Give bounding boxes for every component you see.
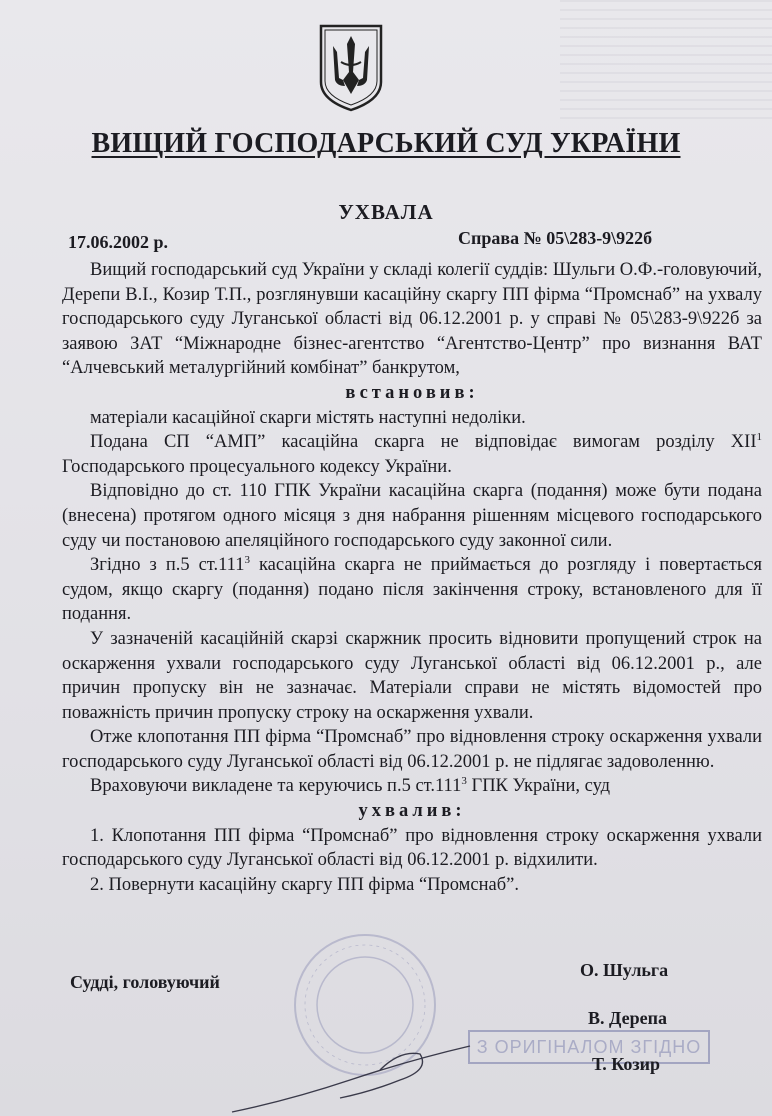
document-type: УХВАЛА: [338, 200, 434, 224]
paragraph-article-110: Відповідно до ст. 110 ГПК України касаційна скарга (подання) може бути подана (внесена) протягом одного місяця з дня набрання рішенням місцевого господарського суду чи постановою апеляційного господарського суду законної сили.: [62, 481, 762, 551]
judge-signature-2: В. Дерепа: [588, 1008, 667, 1028]
paragraph-text: Подана СП “АМП” касаційна скарга не відповідає вимогам розділу XII: [90, 432, 757, 453]
judge-signature-1: О. Шульга: [580, 960, 669, 980]
paragraph-considering: [62, 774, 762, 799]
paragraph-text: ГПК України, суд: [466, 776, 611, 797]
paragraph-motion-denied: Отже клопотання ПП фірма “Промснаб” про відновлення строку оскарження ухвали господарського суду Луганської області від 06.12.2001 р. не підлягає задоволенню.: [62, 727, 762, 772]
superscript: 3: [244, 554, 250, 567]
paragraph-text: Згідно з п.5 ст.111: [90, 555, 245, 576]
paragraph-text: Господарського процесуального кодексу України.: [62, 456, 452, 477]
superscript: 1: [756, 431, 762, 444]
judges-label: Судді, головуючий: [70, 972, 220, 992]
established-heading: встановив:: [345, 382, 479, 403]
trident-emblem-icon: [317, 22, 385, 112]
document-date: 17.06.2002 р.: [68, 232, 169, 252]
ruled-heading: ухвалив:: [358, 801, 466, 822]
ruling-item-1: 1. Клопотання ПП фірма “Промснаб” про відновлення строку оскарження ухвали господарського суду Луганської області від 06.12.2001 р. відхилити.: [62, 825, 762, 871]
court-name: ВИЩИЙ ГОСПОДАРСЬКИЙ СУД УКРАЇНИ: [91, 128, 681, 159]
ruling-item-2: 2. Повернути касаційну скаргу ПП фірма “Промснаб”.: [90, 874, 519, 895]
case-number: Справа № 05\283-9\922б: [458, 228, 653, 248]
paragraph-missed-term: У зазначеній касаційній скарзі скаржник просить відновити пропущений строк на оскарження ухвали господарського суду Луганської області від 06.12.2001 р., але причин пропуску він не зазначає. Матеріали справи не містять відомостей про поважність причин пропуску строку на оскарження ухвали.: [62, 628, 762, 723]
judge-signature-3: Т. Козир: [592, 1054, 660, 1074]
paragraph-article-111: [62, 553, 762, 627]
paragraph-defects: матеріали касаційної скарги містять наступні недоліки.: [90, 407, 526, 428]
certified-copy-stamp: З ОРИГІНАЛОМ ЗГІДНО: [468, 1030, 710, 1064]
bleed-through-text: [560, 0, 772, 120]
paragraph-text: Враховуючи викладене та керуючись п.5 ст.111: [90, 776, 462, 797]
superscript: 3: [461, 775, 467, 788]
document-body: [62, 258, 762, 897]
paragraph-text: касаційна скарга не приймається до розгляду і повертається судом, якщо скаргу (подання) подано після закінчення строку, встановленого для її подання.: [62, 555, 762, 625]
intro-paragraph: Вищий господарський суд України у складі колегії суддів: Шульги О.Ф.-головуючий, Дерепи В.І., Козир Т.П., розглянувши касаційну скаргу ПП фірма “Промснаб” на ухвалу господарського суду Луганської області від 06.12.2001 р. у справі № 05\283-9\922б за заявою ЗАТ “Міжнародне бізнес-агентство “Агентство-Центр” про визнання ВАТ “Алчевський металургійний комбінат” банкрутом,: [62, 260, 762, 379]
paragraph-section-reference: [62, 430, 762, 479]
signature-icon: [230, 1040, 480, 1116]
